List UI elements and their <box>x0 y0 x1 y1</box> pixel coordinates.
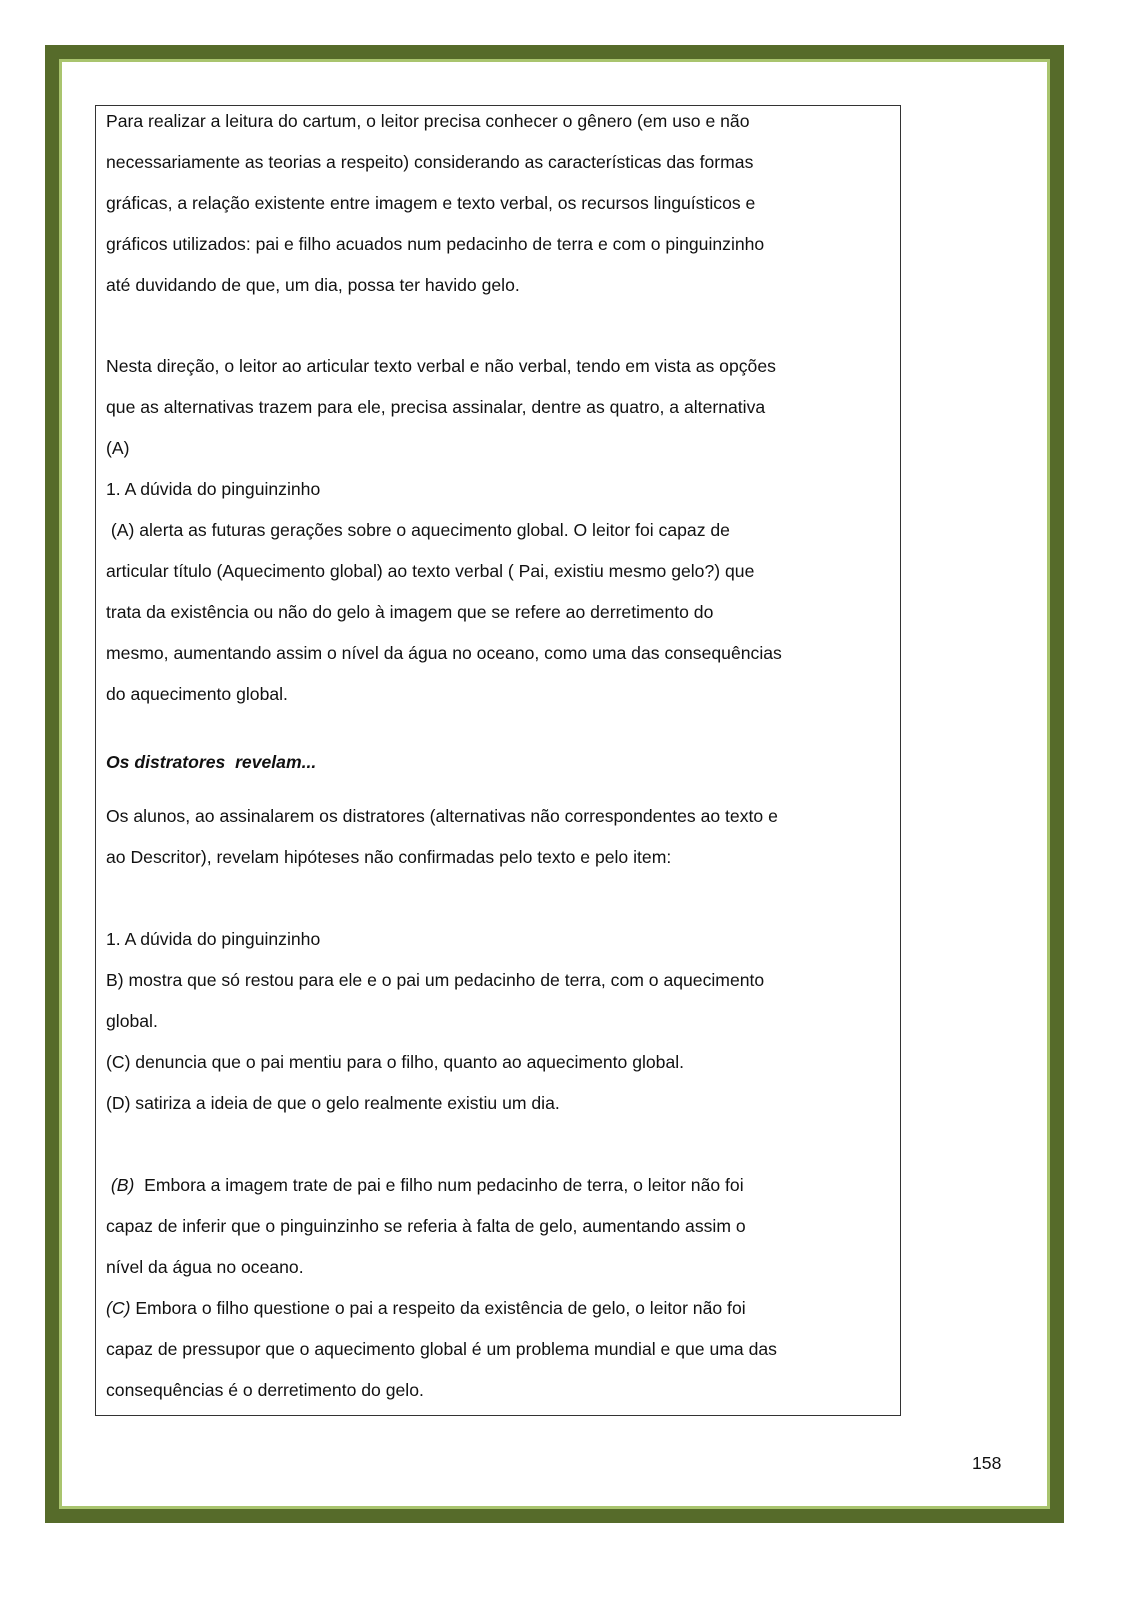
text-line <box>106 396 765 418</box>
line-text: consequências é o derretimento do gelo. <box>106 1380 424 1400</box>
line-text: (A) <box>106 438 130 458</box>
line-text: gráficas, a relação existente entre imagem e texto verbal, os recursos linguísticos e <box>106 193 756 213</box>
text-line <box>106 846 671 868</box>
text-line <box>106 274 520 296</box>
section-heading <box>106 751 316 773</box>
text-line <box>106 642 782 664</box>
line-text: que as alternativas trazem para ele, precisa assinalar, dentre as quatro, a alternativa <box>106 397 766 417</box>
text-line <box>106 1256 304 1278</box>
italic-label: (B) <box>106 1175 135 1195</box>
line-text: ao Descritor), revelam hipóteses não confirmadas pelo texto e pelo item: <box>106 847 672 867</box>
text-line <box>106 805 778 827</box>
text-line <box>106 1297 746 1319</box>
page-number: 158 <box>972 1453 1002 1473</box>
line-text: Os alunos, ao assinalarem os distratores (alternativas não correspondentes ao texto e <box>106 806 778 826</box>
line-text: Embora a imagem trate de pai e filho num pedacinho de terra, o leitor não foi <box>134 1175 744 1195</box>
text-line <box>106 478 320 500</box>
text-line <box>106 1338 777 1360</box>
text-line <box>106 683 288 705</box>
line-text: até duvidando de que, um dia, possa ter havido gelo. <box>106 275 520 295</box>
line-text: Nesta direção, o leitor ao articular texto verbal e não verbal, tendo em vista as opções <box>106 356 776 376</box>
line-text: articular título (Aquecimento global) ao texto verbal ( Pai, existiu mesmo gelo?) que <box>106 561 755 581</box>
line-text: capaz de pressupor que o aquecimento global é um problema mundial e que uma das <box>106 1339 777 1359</box>
text-line <box>106 233 764 255</box>
text-line <box>106 1174 744 1196</box>
text-line <box>106 355 776 377</box>
line-text: (A) alerta as futuras gerações sobre o aquecimento global. O leitor foi capaz de <box>106 520 730 540</box>
text-line <box>106 1010 158 1032</box>
line-text: necessariamente as teorias a respeito) considerando as características das formas <box>106 152 754 172</box>
italic-label: (C) <box>106 1298 131 1318</box>
line-text: capaz de inferir que o pinguinzinho se referia à falta de gelo, aumentando assim o <box>106 1216 746 1236</box>
line-text: (C) denuncia que o pai mentiu para o filho, quanto ao aquecimento global. <box>106 1052 685 1072</box>
line-text: nível da água no oceano. <box>106 1257 304 1277</box>
text-line <box>106 601 713 623</box>
text-line <box>106 1092 560 1114</box>
line-text: B) mostra que só restou para ele e o pai um pedacinho de terra, com o aquecimento <box>106 970 765 990</box>
line-text: trata da existência ou não do gelo à imagem que se refere ao derretimento do <box>106 602 714 622</box>
text-line <box>106 928 320 950</box>
line-text: Embora o filho questione o pai a respeito da existência de gelo, o leitor não foi <box>130 1298 746 1318</box>
text-line <box>106 1051 684 1073</box>
line-text: do aquecimento global. <box>106 684 288 704</box>
text-line <box>106 519 730 541</box>
line-text: (D) satiriza a ideia de que o gelo realmente existiu um dia. <box>106 1093 560 1113</box>
line-text: global. <box>106 1011 158 1031</box>
line-text: mesmo, aumentando assim o nível da água no oceano, como uma das consequências <box>106 643 782 663</box>
text-line <box>106 437 129 459</box>
text-line <box>106 1379 424 1401</box>
line-text: 1. A dúvida do pinguinzinho <box>106 929 321 949</box>
line-text: Os distratores revelam... <box>106 752 317 772</box>
text-line <box>106 560 754 582</box>
text-line <box>106 969 764 991</box>
line-text: 1. A dúvida do pinguinzinho <box>106 479 321 499</box>
text-line <box>106 110 750 132</box>
line-text: gráficos utilizados: pai e filho acuados num pedacinho de terra e com o pinguinzinho <box>106 234 765 254</box>
line-text: Para realizar a leitura do cartum, o leitor precisa conhecer o gênero (em uso e não <box>106 111 750 131</box>
text-line <box>106 151 753 173</box>
text-line <box>106 192 755 214</box>
text-line <box>106 1215 746 1237</box>
